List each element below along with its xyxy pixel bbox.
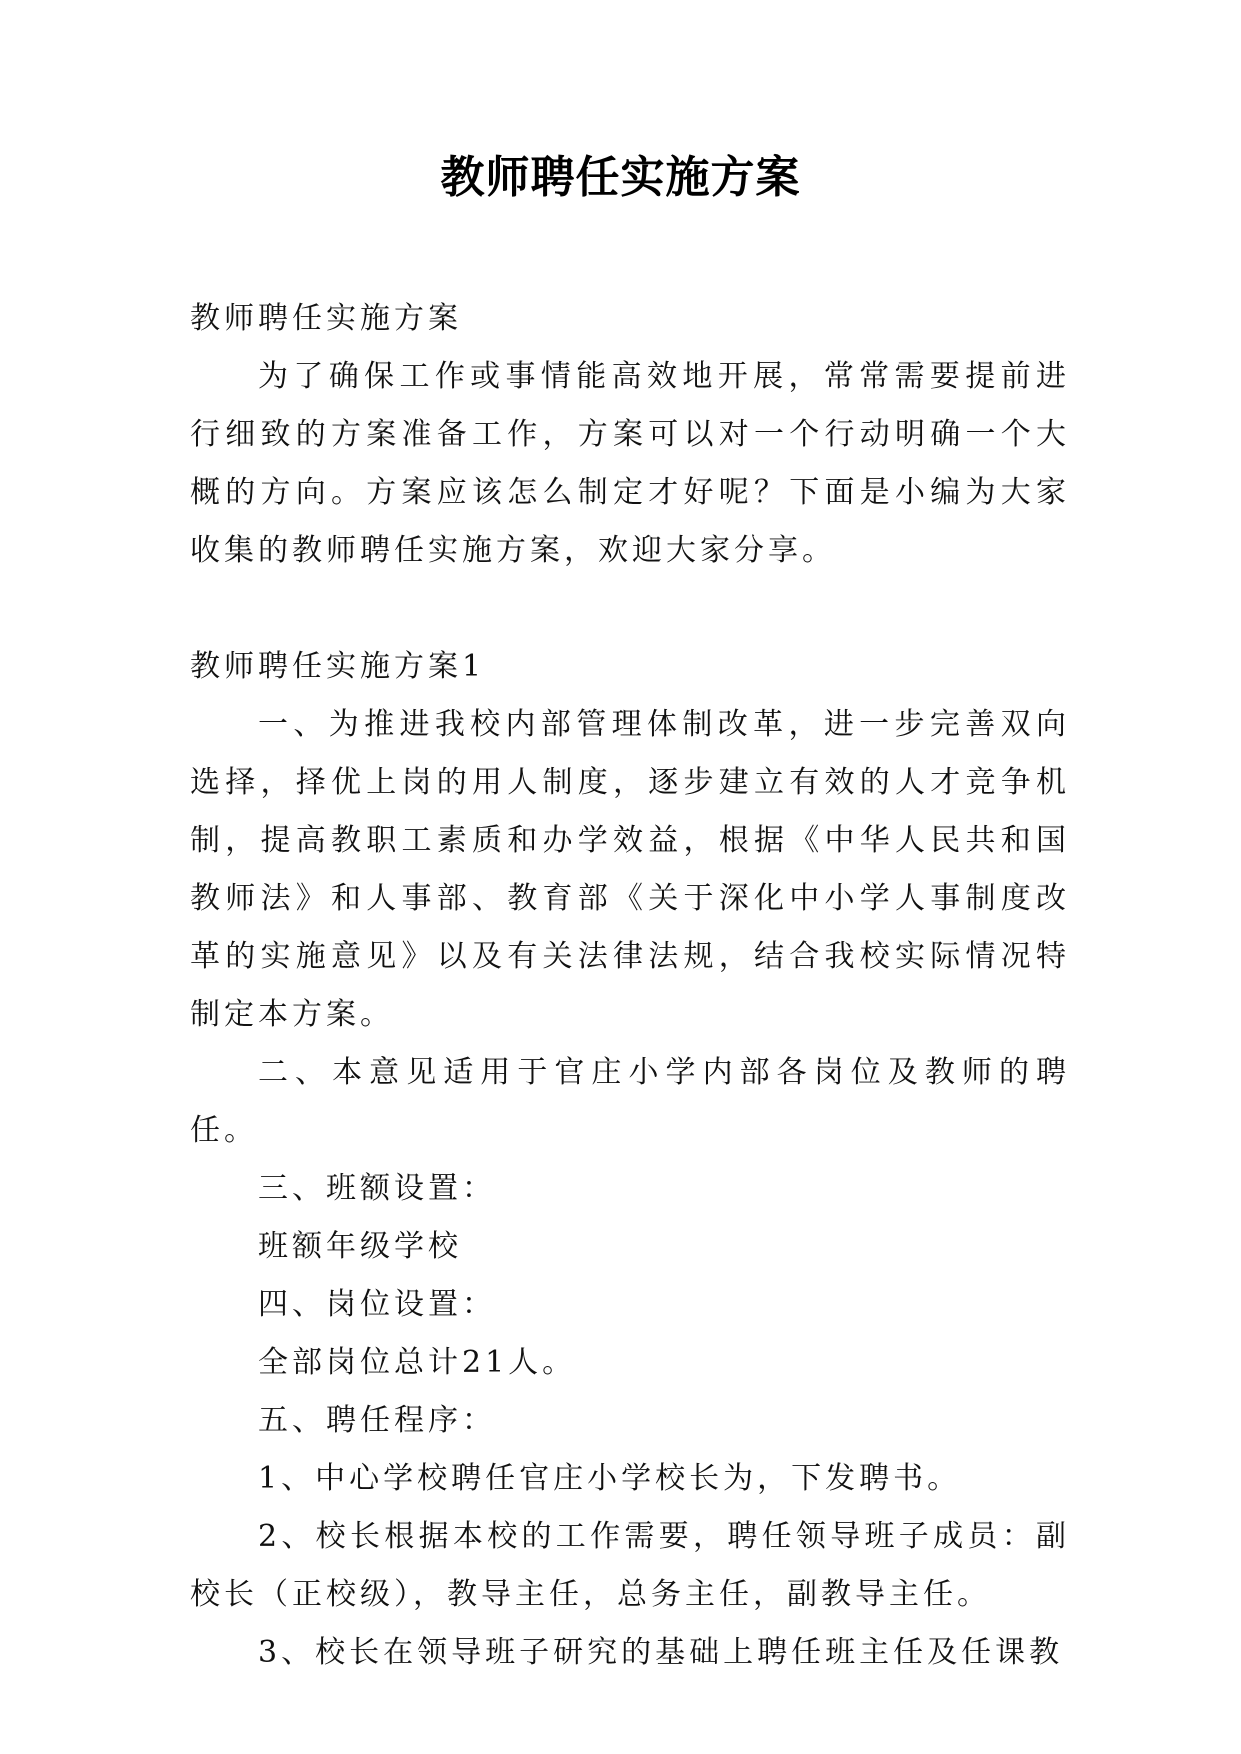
section-heading-intro: 教师聘任实施方案 (190, 301, 462, 336)
section-heading-plan-1: 教师聘任实施方案1 (190, 649, 486, 684)
procedure-item-3: 3、校长在领导班子研究的基础上聘任班主任及任课教 (258, 1635, 1064, 1670)
document-body (190, 290, 1070, 1682)
procedure-item-1: 1、中心学校聘任官庄小学校长为，下发聘书。 (258, 1461, 962, 1496)
document-title: 教师聘任实施方案 (440, 152, 801, 203)
positions-total-line: 全部岗位总计21人。 (258, 1345, 577, 1380)
procedure-item-2: 2、校长根据本校的工作需要，聘任领导班子成员：副校长（正校级），教导主任，总务主任，副教导主任。 (190, 1519, 1070, 1612)
clause-1-paragraph: 一、为推进我校内部管理体制改革，进一步完善双向选择，择优上岗的用人制度，逐步建立有效的人才竞争机制，提高教职工素质和办学效益，根据《中华人民共和国教师法》和人事部、教育部《关于深化中小学人事制度改革的实施意见》以及有关法律法规，结合我校实际情况特制定本方案。 (190, 707, 1070, 1032)
clause-3-heading: 三、班额设置： (258, 1171, 496, 1206)
clause-2-paragraph: 二、本意见适用于官庄小学内部各岗位及教师的聘任。 (190, 1055, 1070, 1148)
class-size-line: 班额年级学校 (258, 1229, 462, 1264)
intro-paragraph: 为了确保工作或事情能高效地开展，常常需要提前进行细致的方案准备工作，方案可以对一个行动明确一个大概的方向。方案应该怎么制定才好呢？下面是小编为大家收集的教师聘任实施方案，欢迎大家分享。 (190, 359, 1070, 568)
clause-4-heading: 四、岗位设置： (258, 1287, 496, 1322)
clause-5-heading: 五、聘任程序： (258, 1403, 496, 1438)
